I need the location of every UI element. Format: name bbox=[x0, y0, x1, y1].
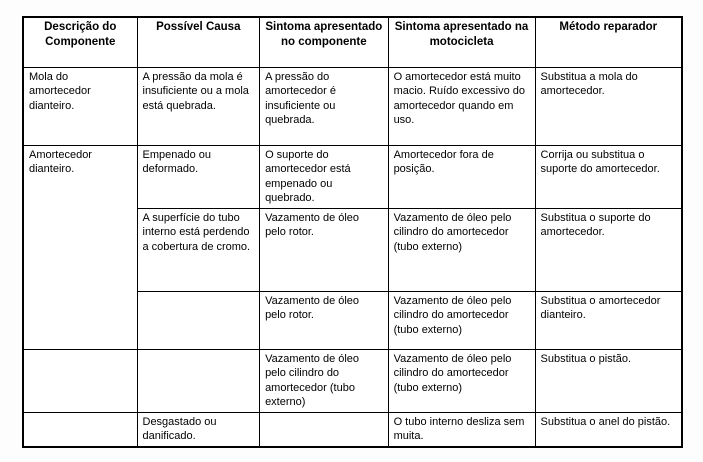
cell-symptom-motorcycle: O amortecedor está muito macio. Ruído excessivo do amortecedor quando em uso. bbox=[388, 67, 535, 145]
cell-symptom-motorcycle: Vazamento de óleo pelo cilindro do amortecedor (tubo externo) bbox=[388, 208, 535, 291]
cell-component: Amortecedor dianteiro. bbox=[23, 145, 137, 349]
cell-cause: A pressão da mola é insuficiente ou a mola está quebrada. bbox=[137, 67, 260, 145]
cell-cause: Desgastado ou danificado. bbox=[137, 412, 260, 447]
cell-cause bbox=[137, 349, 260, 412]
cell-repair: Substitua o anel do pistão. bbox=[535, 412, 682, 447]
header-row bbox=[23, 17, 682, 67]
cell-cause: A superfície do tubo interno está perdendo a cobertura de cromo. bbox=[137, 208, 260, 291]
cell-component bbox=[23, 349, 137, 412]
cell-symptom-component: Vazamento de óleo pelo rotor. bbox=[260, 291, 389, 349]
table-row bbox=[23, 349, 682, 412]
cell-component bbox=[23, 412, 137, 447]
cell-symptom-motorcycle: Amortecedor fora de posição. bbox=[388, 145, 535, 208]
cell-symptom-motorcycle: Vazamento de óleo pelo cilindro do amortecedor (tubo externo) bbox=[388, 349, 535, 412]
cell-symptom-component: Vazamento de óleo pelo cilindro do amortecedor (tubo externo) bbox=[260, 349, 389, 412]
cell-symptom-component: Vazamento de óleo pelo rotor. bbox=[260, 208, 389, 291]
header-cell-symptom-motorcycle: Sintoma apresentado na motocicleta bbox=[388, 17, 535, 67]
cell-repair: Substitua o pistão. bbox=[535, 349, 682, 412]
troubleshooting-table bbox=[22, 16, 683, 448]
cell-symptom-motorcycle: O tubo interno desliza sem muita. bbox=[388, 412, 535, 447]
header-cell-repair-method: Método reparador bbox=[535, 17, 682, 67]
cell-cause bbox=[137, 291, 260, 349]
table-row bbox=[23, 145, 682, 208]
table-row bbox=[23, 67, 682, 145]
header-cell-symptom-component: Sintoma apresentado no componente bbox=[260, 17, 389, 67]
header-cell-cause: Possível Causa bbox=[137, 17, 260, 67]
cell-repair: Substitua o suporte do amortecedor. bbox=[535, 208, 682, 291]
cell-symptom-component: A pressão do amortecedor é insuficiente ou quebrada. bbox=[260, 67, 389, 145]
cell-component: Mola do amortecedor dianteiro. bbox=[23, 67, 137, 145]
cell-symptom-component: O suporte do amortecedor está empenado ou quebrado. bbox=[260, 145, 389, 208]
cell-cause: Empenado ou deformado. bbox=[137, 145, 260, 208]
table-row bbox=[23, 412, 682, 447]
cell-symptom-motorcycle: Vazamento de óleo pelo cilindro do amortecedor (tubo externo) bbox=[388, 291, 535, 349]
cell-symptom-component bbox=[260, 412, 389, 447]
cell-repair: Substitua a mola do amortecedor. bbox=[535, 67, 682, 145]
cell-repair: Corrija ou substitua o suporte do amortecedor. bbox=[535, 145, 682, 208]
cell-repair: Substitua o amortecedor dianteiro. bbox=[535, 291, 682, 349]
header-cell-component: Descrição do Componente bbox=[23, 17, 137, 67]
